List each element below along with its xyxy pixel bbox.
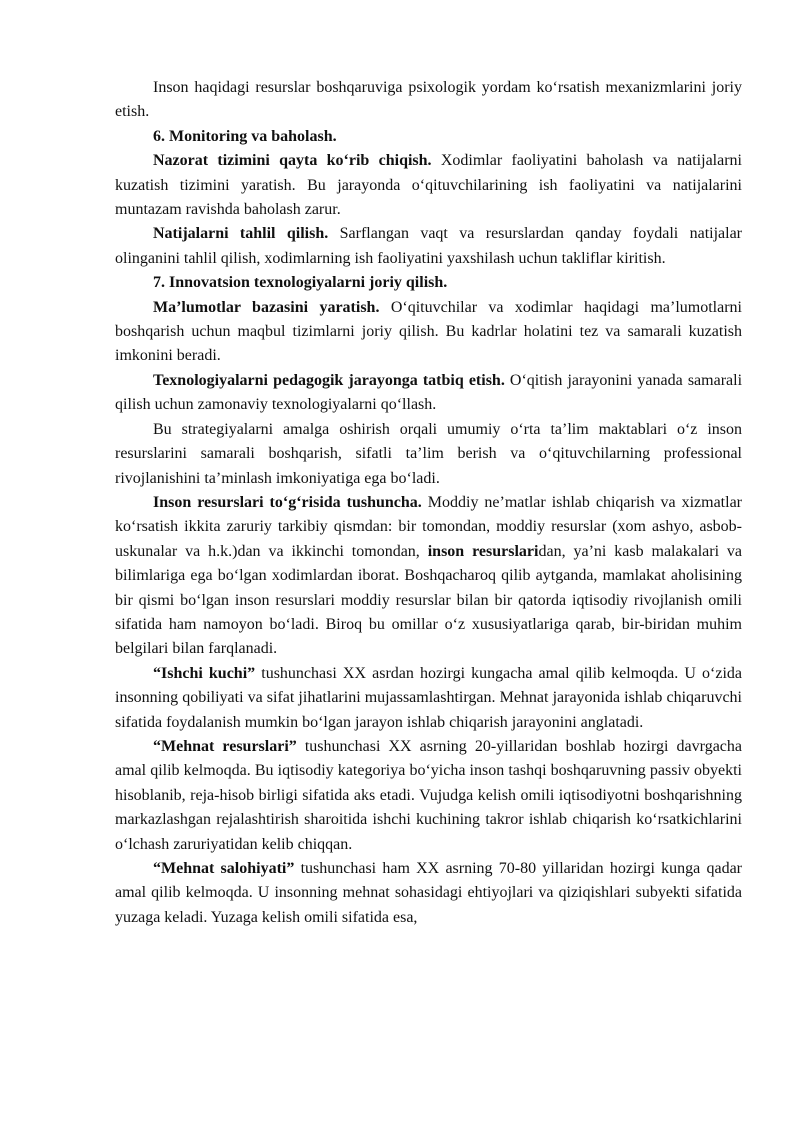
text-run: Bu strategiyalarni amalga oshirish orqali umumiy o‘rta ta’lim maktablari o‘z inson resurslarini samarali boshqarish, sifatli ta’lim berish va o‘qituvchilarning professional rivojlanishini ta’minlash imkoniyatiga ega bo‘ladi. bbox=[115, 420, 742, 487]
section-heading-6 bbox=[115, 125, 742, 149]
heading-text: 6. Monitoring va baholash. bbox=[153, 127, 337, 145]
text-run: Inson haqidagi resurslar boshqaruviga psixologik yordam ko‘rsatish mexanizmlarini joriy etish. bbox=[115, 79, 742, 121]
paragraph-mehnat-salohiyati bbox=[115, 857, 742, 930]
paragraph-malumotlar bbox=[115, 296, 742, 369]
paragraph-ishchi-kuchi bbox=[115, 662, 742, 735]
paragraph-texnologiyalar bbox=[115, 369, 742, 418]
text-run: tushunchasi XX asrdan hozirgi kungacha amal qilib kelmoqda. U o‘zida insonning qobiliyati va sifat jihatlarini mujassamlashtirgan. Mehnat jarayonida ishlab chiqaruvchi sifatida foydalanish mumkin bo‘lgan jarayon ishlab chiqarish jarayonini anglatadi. bbox=[115, 664, 742, 731]
paragraph-strategiyalar bbox=[115, 418, 742, 491]
bold-term: “Ishchi kuchi” bbox=[153, 664, 256, 682]
text-run: O‘qituvchilar va xodimlar haqidagi ma’lumotlarni boshqarish uchun maqbul tizimlarni joriy qilish. Bu kadrlar holatini tez va samarali kuzatish imkonini beradi. bbox=[115, 298, 743, 365]
text-run: dan, ya’ni kasb malakalari va bilimlariga ega bo‘lgan xodimlardan iborat. Boshqacharoq qilib aytganda, mamlakat aholisining bir qismi bo‘lgan inson resurslari moddiy resurslar bilan bir qatorda iqtisodiy rivojlanish omili sifatida ham namoyon bo‘ladi. Biroq bu omillar o‘z xususiyatlariga qarab, bir-biridan muhim belgilari bilan farqlanadi. bbox=[115, 542, 743, 658]
text-run: tushunchasi XX asrning 20-yillaridan boshlab hozirgi davrgacha amal qilib kelmoqda. Bu iqtisodiy kategoriya bo‘yicha inson tashqi boshqaruvning passiv obyekti hisoblanib, reja-hisob birligi sifatida aks etadi. Vujudga kelish omili iqtisodiyotni boshqarishning markazlashgan rejalashtirish sharoitida ishchi kuchining takror ishlab chiqarish ko‘rsatkichlarini o‘lchash zaruriyatidan kelib chiqqan. bbox=[115, 737, 743, 853]
paragraph-intro-continuation bbox=[115, 76, 742, 125]
section-heading-7 bbox=[115, 271, 742, 295]
text-run: Xodimlar faoliyatini baholash va natijalarni kuzatish tizimini yaratish. Bu jarayonda o‘qituvchilarining ish faoliyatini va natijalarini muntazam ravishda baholash zarur. bbox=[115, 152, 742, 219]
bold-lead: Texnologiyalarni pedagogik jarayonga tatbiq etish. bbox=[153, 371, 505, 389]
paragraph-natijalar bbox=[115, 222, 742, 271]
document-page bbox=[115, 76, 742, 930]
bold-term: “Mehnat salohiyati” bbox=[153, 860, 295, 877]
paragraph-mehnat-resurslari bbox=[115, 735, 742, 857]
heading-text: 7. Innovatsion texnologiyalarni joriy qilish. bbox=[153, 274, 448, 292]
bold-lead: Nazorat tizimini qayta ko‘rib chiqish. bbox=[153, 152, 432, 170]
bold-lead: Ma’lumotlar bazasini yaratish. bbox=[153, 298, 380, 316]
text-run: O‘qitish jarayonini yanada samarali qilish uchun zamonaviy texnologiyalarni qo‘llash. bbox=[115, 371, 743, 414]
text-run: tushunchasi ham XX asrning 70-80 yillaridan hozirgi kunga qadar amal qilib kelmoqda. U insonning mehnat sohasidagi ehtiyojlari va qiziqishlari subyekti sifatida yuzaga keladi. Yuzaga kelish omili sifatida esa, bbox=[115, 860, 742, 926]
paragraph-inson-resurslari bbox=[115, 491, 742, 662]
bold-lead: Inson resurslari to‘g‘risida tushuncha. bbox=[153, 493, 422, 511]
paragraph-nazorat bbox=[115, 149, 742, 222]
bold-term: inson resurslari bbox=[427, 542, 539, 560]
bold-lead: Natijalarni tahlil qilish. bbox=[153, 225, 329, 243]
bold-term: “Mehnat resurslari” bbox=[153, 737, 297, 755]
text-run: Sarflangan vaqt va resurslardan qanday foydali natijalar olinganini tahlil qilish, xodimlarning ish faoliyatini yaxshilash uchun takliflar kiritish. bbox=[115, 225, 743, 267]
text-run: Moddiy ne’matlar ishlab chiqarish va xizmatlar ko‘rsatish ikkita zaruriy tarkibiy qismdan: bir tomondan, moddiy resurslar (xom ashyo, asbob-uskunalar va h.k.)dan va ikkinchi tomondan, bbox=[115, 493, 743, 560]
